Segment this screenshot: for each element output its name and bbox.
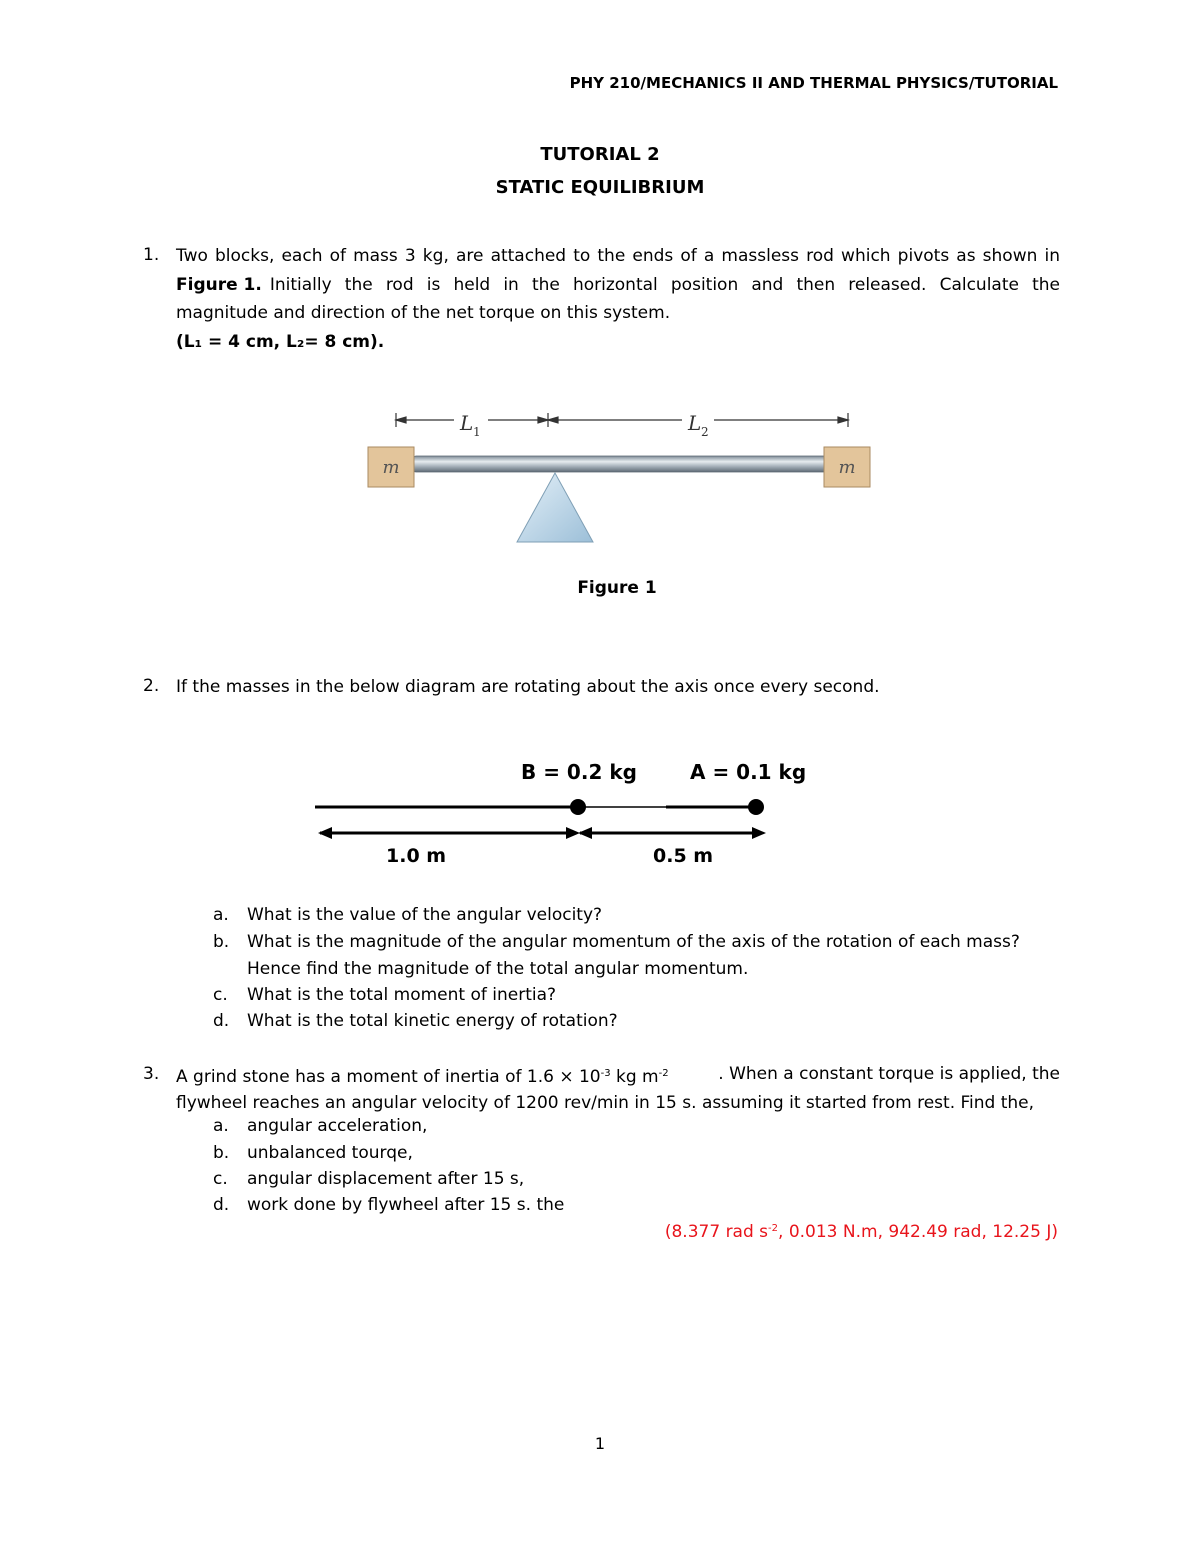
q1-number: 1. [143, 245, 160, 265]
page-number: 1 [594, 1434, 606, 1453]
tutorial-title: TUTORIAL 2 [540, 144, 660, 165]
q3-line1-prefix [176, 1061, 669, 1090]
q3-line1 [176, 1061, 1060, 1090]
left-block-label: m [382, 457, 400, 478]
q3-answer-exp: -2 [768, 1223, 779, 1234]
l2-subscript: 2 [701, 425, 709, 439]
q2-parts [213, 902, 1073, 1037]
dist2-arrow-left-head [578, 827, 592, 839]
mass-a-label: A = 0.1 kg [690, 760, 807, 784]
q3-part-b-text: unbalanced tourqe, [247, 1143, 413, 1163]
q1-text [176, 242, 1060, 356]
l1-label: L [460, 411, 474, 435]
q3-text [176, 1061, 1060, 1116]
q2-part-c-label: c. [213, 985, 228, 1005]
tutorial-subtitle: STATIC EQUILIBRIUM [495, 177, 705, 198]
dist1-label: 1.0 m [386, 845, 447, 867]
figure1-seesaw [360, 405, 880, 550]
q3-line1-a: A grind stone has a moment of inertia of 1.6 × 10 [176, 1067, 601, 1087]
q1-line1: Two blocks, each of mass 3 kg, are attached to the ends of a massless rod which pivots as shown in [176, 246, 1060, 266]
l2-label: L [688, 411, 702, 435]
q3-line2: flywheel reaches an angular velocity of 1200 rev/min in 15 s. assuming it started from rest. Find the, [176, 1093, 1035, 1113]
q3-part-b-label: b. [213, 1143, 230, 1163]
q2-text: If the masses in the below diagram are rotating about the axis once every second. [176, 677, 880, 697]
q3-line1-b: kg m [610, 1067, 659, 1087]
mass-a-dot [748, 799, 764, 815]
l1-subscript: 1 [473, 425, 481, 439]
rotation-diagram [310, 795, 780, 845]
q3-answer-a: (8.377 rad s [664, 1222, 769, 1242]
q2-part-b-label: b. [213, 932, 230, 952]
q2-number: 2. [143, 676, 160, 696]
q3-line1-c: . When a constant torque is applied, the [718, 1064, 1060, 1084]
right-block-label: m [838, 457, 856, 478]
mass-b-dot [570, 799, 586, 815]
q3-answer-b: , 0.013 N.m, 942.49 rad, 12.25 J) [778, 1222, 1058, 1242]
q2-part-d-text: What is the total kinetic energy of rotation? [247, 1011, 618, 1031]
figure1-caption: Figure 1 [577, 578, 657, 598]
q3-part-d-label: d. [213, 1195, 230, 1215]
q2-part-a-label: a. [213, 905, 229, 925]
q3-part-c-text: angular displacement after 15 s, [247, 1169, 525, 1189]
dist1-arrow-right-head [566, 827, 580, 839]
q2-part-b-text: What is the magnitude of the angular momentum of the axis of the rotation of each mass? [247, 932, 1020, 952]
q3-exp1: -3 [600, 1068, 611, 1079]
q3-part-a-text: angular acceleration, [247, 1116, 428, 1136]
q1-given: (L₁ = 4 cm, L₂= 8 cm). [176, 331, 385, 352]
q3-part-d-text: work done by flywheel after 15 s. the [247, 1195, 565, 1215]
q2-part-d-label: d. [213, 1011, 230, 1031]
q3-parts [213, 1113, 1073, 1223]
q3-number: 3. [143, 1064, 160, 1084]
q3-part-c-label: c. [213, 1169, 228, 1189]
page-header: PHY 210/MECHANICS II AND THERMAL PHYSICS/TUTORIAL [569, 74, 1058, 92]
dist1-arrow-left-head [318, 827, 332, 839]
q1-line2 [176, 271, 1060, 300]
q1-line3: magnitude and direction of the net torque on this system. [176, 303, 671, 323]
q2-part-b2-text: Hence find the magnitude of the total angular momentum. [247, 959, 749, 979]
dist2-arrow-right-head [752, 827, 766, 839]
dist2-label: 0.5 m [653, 845, 714, 867]
q3-part-a-label: a. [213, 1116, 229, 1136]
q2-part-a-text: What is the value of the angular velocity? [247, 905, 603, 925]
mass-b-label: B = 0.2 kg [521, 760, 637, 784]
q3-exp2: -2 [658, 1068, 669, 1079]
q1-figure-ref: Figure 1. [176, 274, 262, 295]
q2-part-c-text: What is the total moment of inertia? [247, 985, 557, 1005]
pivot-triangle [517, 473, 593, 542]
q3-answer [665, 1222, 1058, 1242]
q1-line2-rest: Initially the rod is held in the horizontal position and then released. Calculate the [269, 274, 1060, 295]
rod [412, 456, 832, 472]
